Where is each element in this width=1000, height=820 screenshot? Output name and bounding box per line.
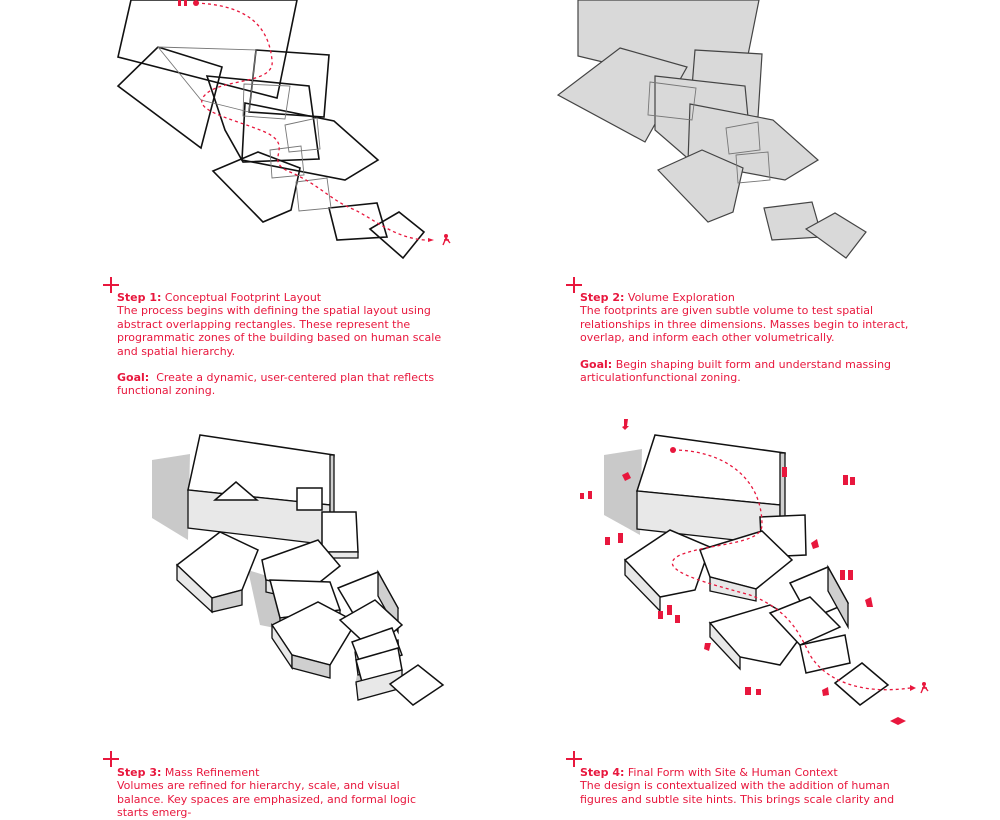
step-1-footprint-diagram xyxy=(0,0,500,270)
step-3-caption xyxy=(117,766,447,820)
step-1-title: Conceptual Footprint Layout xyxy=(164,291,322,304)
step-1-body: The process begins with defining the spatial layout using abstract overlapping rectangles. These represent the programmatic zones of the building based on human scale and spatial hierarchy. xyxy=(117,304,442,358)
step-3-body: Volumes are refined for hierarchy, scale, and visual balance. Key spaces are emphasized, and formal logic starts emerg- xyxy=(117,779,417,820)
step-1-caption xyxy=(117,291,447,398)
step-4-plus-icon xyxy=(566,751,582,767)
step-3-title: Mass Refinement xyxy=(164,766,260,779)
step-3-mass-diagram xyxy=(0,420,500,720)
human-figure-icon xyxy=(178,0,187,6)
step-3-label: Step 3: xyxy=(117,766,162,779)
step-2-body: The footprints are given subtle volume to test spatial relationships in three dimensions. Masses begin to interact, overlap, and inform each other volumetrically. xyxy=(580,304,909,345)
step-1-goal: Create a dynamic, user-centered plan that reflects functional zoning. xyxy=(117,371,435,398)
step-2-goal: Begin shaping built form and understand massing articulationfunctional zoning. xyxy=(580,357,892,385)
runner-figure-icon xyxy=(921,682,928,693)
step-4-label: Step 4: xyxy=(580,766,625,779)
step-4-final-diagram xyxy=(500,405,1000,735)
step-4-caption xyxy=(580,766,910,806)
step-2-caption xyxy=(580,291,910,384)
step-2-label: Step 2: xyxy=(580,291,625,304)
runner-figure-icon xyxy=(443,234,450,245)
step-4-body: The design is contextualized with the addition of human figures and subtle site hints. This brings scale clarity and xyxy=(580,779,895,806)
step-3-plus-icon xyxy=(103,751,119,767)
step-2-title: Volume Exploration xyxy=(627,291,735,304)
step-2-goal-label: Goal: xyxy=(580,357,613,371)
step-4-title: Final Form with Site & Human Context xyxy=(627,766,838,779)
step-2-volume-diagram xyxy=(500,0,1000,270)
step-1-label: Step 1: xyxy=(117,291,162,304)
step-1-goal-label: Goal: xyxy=(117,371,150,385)
